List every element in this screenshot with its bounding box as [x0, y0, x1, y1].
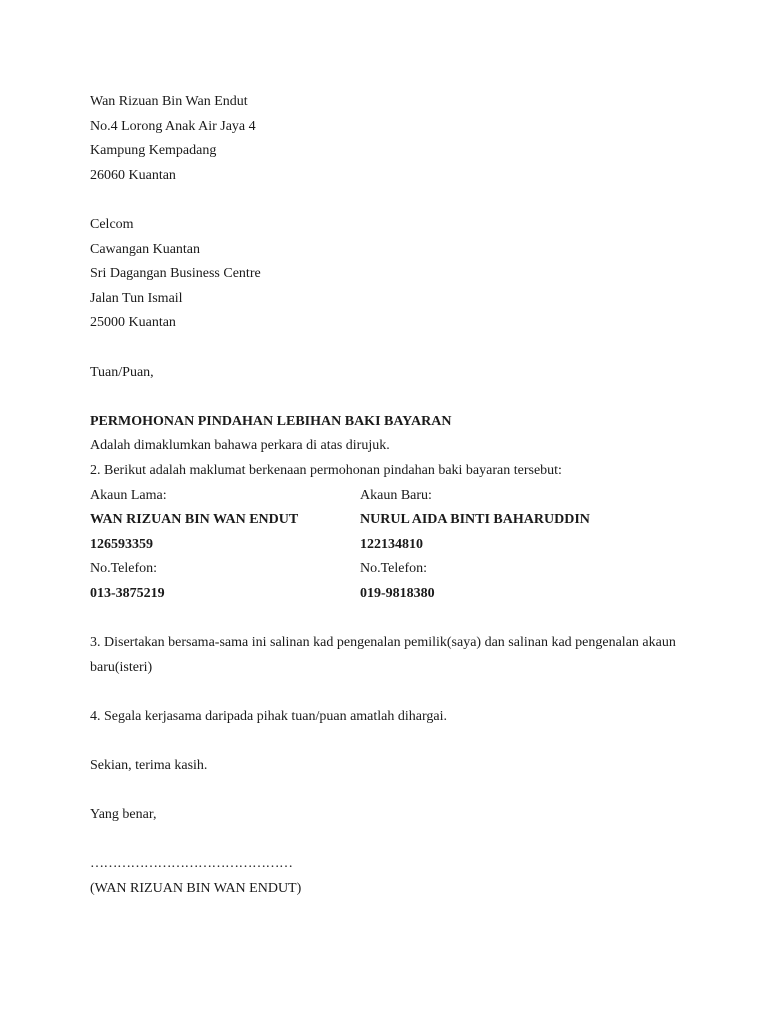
paragraph-3: 3. Disertakan bersama-sama ini salinan kad pengenalan pemilik(saya) dan salinan kad pengenalan akaun baru(isteri)	[90, 635, 676, 675]
recipient-address-line-2: Jalan Tun Ismail	[90, 290, 183, 306]
paragraph-4: 4. Segala kerjasama daripada pihak tuan/puan amatlah dihargai.	[90, 708, 447, 724]
new-phone-number: 019-9818380	[360, 585, 435, 601]
old-phone-label: No.Telefon:	[90, 561, 158, 577]
account-name-row	[90, 508, 680, 533]
sender-address-line-3: 26060 Kuantan	[90, 167, 176, 183]
closing-thanks: Sekian, terima kasih.	[90, 758, 208, 774]
old-account-number: 126593359	[90, 536, 153, 552]
letter-page	[90, 90, 680, 902]
recipient-address-line-3: 25000 Kuantan	[90, 315, 176, 331]
spacer	[90, 336, 680, 361]
recipient-address-block	[90, 213, 680, 336]
paragraph-1: Adalah dimaklumkan bahawa perkara di atas dirujuk.	[90, 438, 390, 454]
account-details-table	[90, 484, 680, 607]
spacer	[90, 828, 680, 853]
account-label-row	[90, 484, 680, 509]
sender-address-line-2: Kampung Kempadang	[90, 143, 217, 159]
recipient-company: Celcom	[90, 216, 134, 232]
account-number-row	[90, 533, 680, 558]
old-account-name: WAN RIZUAN BIN WAN ENDUT	[90, 512, 299, 528]
sender-address-block	[90, 90, 680, 188]
new-phone-label: No.Telefon:	[360, 561, 428, 577]
paragraph-2: 2. Berikut adalah maklumat berkenaan permohonan pindahan baki bayaran tersebut:	[90, 462, 562, 478]
subject-heading: PERMOHONAN PINDAHAN LEBIHAN BAKI BAYARAN	[90, 413, 452, 429]
sender-address-line-1: No.4 Lorong Anak Air Jaya 4	[90, 118, 256, 134]
new-account-name: NURUL AIDA BINTI BAHARUDDIN	[360, 512, 590, 528]
new-account-label: Akaun Baru:	[360, 487, 432, 503]
old-account-label: Akaun Lama:	[90, 487, 167, 503]
spacer	[90, 729, 680, 754]
recipient-branch: Cawangan Kuantan	[90, 241, 201, 257]
closing-sign-off: Yang benar,	[90, 807, 157, 823]
sender-name: Wan Rizuan Bin Wan Endut	[90, 94, 248, 109]
spacer	[90, 385, 680, 410]
spacer	[90, 188, 680, 213]
phone-number-row	[90, 582, 680, 607]
spacer	[90, 680, 680, 705]
new-account-number: 122134810	[360, 536, 423, 552]
spacer	[90, 779, 680, 804]
old-phone-number: 013-3875219	[90, 585, 165, 601]
recipient-address-line-1: Sri Dagangan Business Centre	[90, 266, 261, 282]
signature-line: ………………………………………	[90, 856, 293, 872]
signature-name: (WAN RIZUAN BIN WAN ENDUT)	[90, 881, 302, 896]
spacer	[90, 606, 680, 631]
phone-label-row	[90, 557, 680, 582]
salutation: Tuan/Puan,	[90, 364, 154, 380]
